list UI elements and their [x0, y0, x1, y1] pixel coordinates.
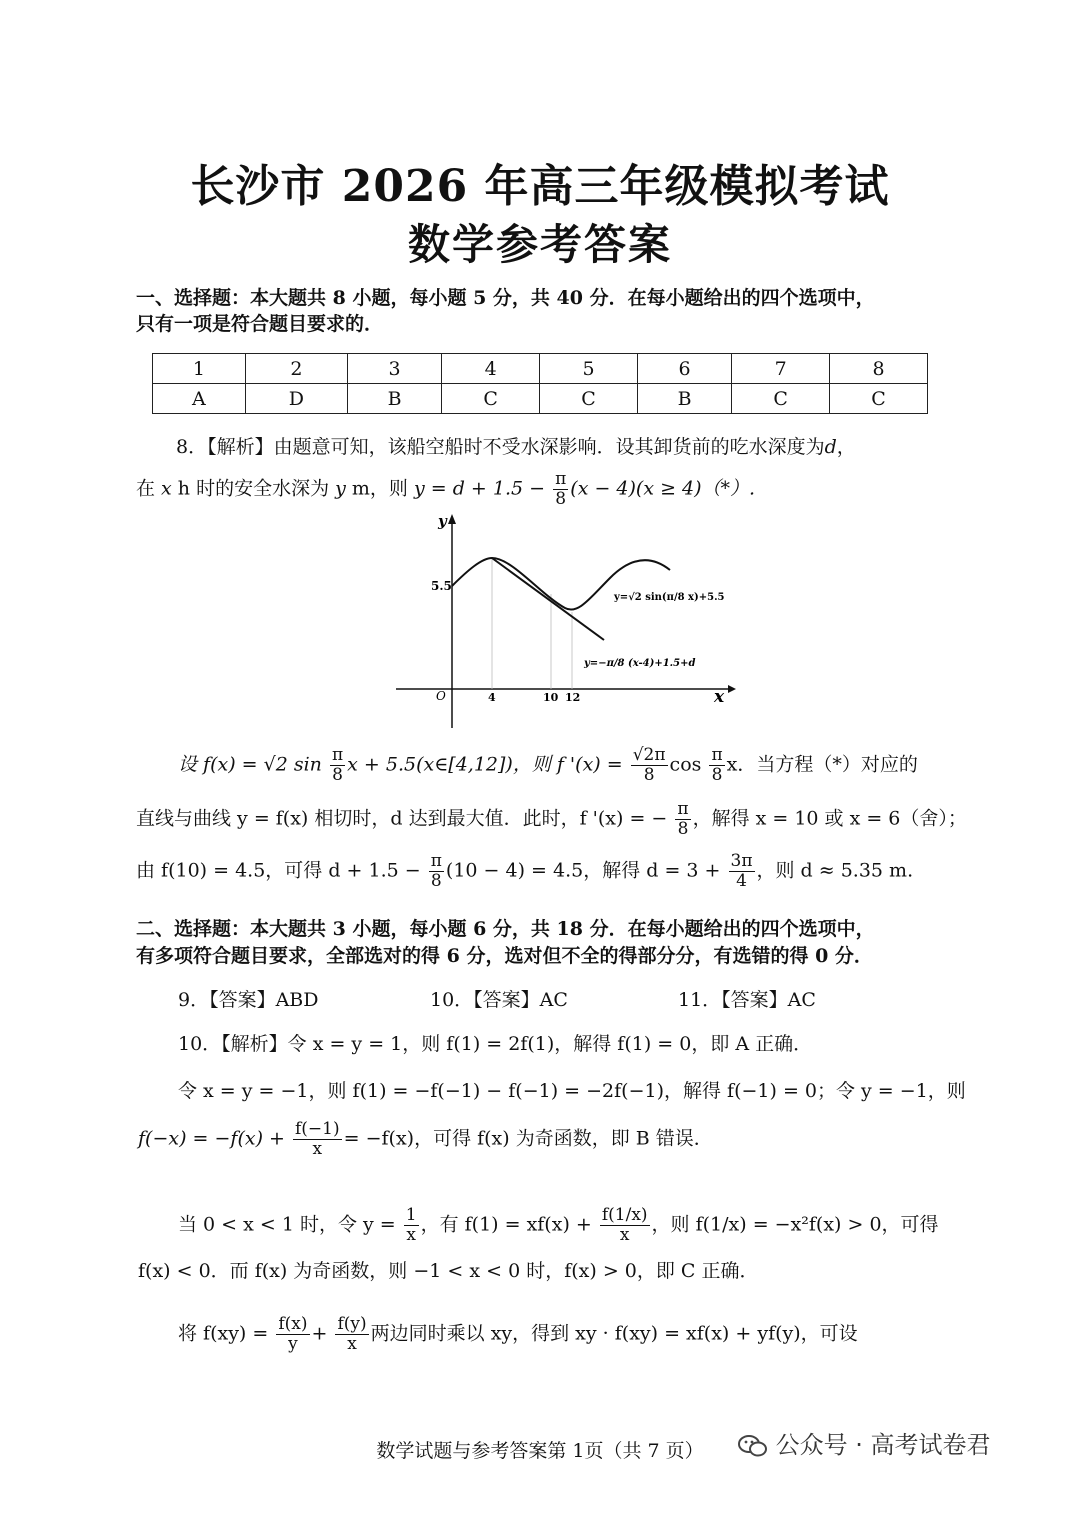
table-cell: 2 — [245, 354, 347, 384]
tangent-line — [492, 558, 604, 640]
q8-eq-left: y = d + 1.5 − — [413, 477, 546, 500]
q10-line5: f(x) < 0．而 f(x) 为奇函数，则 −1 < x < 0 时，f(x) > 0，即 C 正确． — [138, 1260, 759, 1282]
q10-line6-a: 将 f(xy) = — [178, 1322, 269, 1345]
fraction — [335, 1315, 368, 1354]
answer-table-answer-row — [153, 384, 928, 414]
x-tick-label: 4 — [488, 691, 496, 704]
page-title: 长沙市 2026 年高三年级模拟考试 — [190, 161, 890, 212]
section2-heading-line2: 有多项符合题目要求，全部选对的得 6 分，选对但不全的得部分分，有选错的得 0 分． — [136, 945, 873, 967]
q10-line4-a: 当 0 < x < 1 时，令 y = — [178, 1213, 396, 1236]
answer-10: 10．【答案】AC — [430, 989, 568, 1011]
fraction-numerator: π — [711, 745, 723, 765]
q8-line2-b: h 时的安全水深为 — [171, 477, 336, 500]
q8-line1 — [176, 432, 856, 462]
table-cell: B — [637, 384, 731, 414]
q10-line2: 令 x = y = −1，则 f(1) = −f(−1) − f(−1) = −2f(−1)，解得 f(−1) = 0；令 y = −1，则 — [178, 1080, 966, 1102]
fraction-denominator: x — [312, 1139, 323, 1159]
fraction-denominator: x — [347, 1334, 357, 1354]
q10-line3-a: f(−x) = −f(x) + — [138, 1127, 285, 1150]
table-cell: 1 — [153, 354, 246, 384]
q8-var-x: x — [161, 477, 172, 500]
q8-para4 — [136, 852, 913, 891]
fraction-denominator: y — [288, 1334, 298, 1354]
q8-para3 — [136, 800, 967, 839]
q10-line4-c: ，则 f(1/x) = −x²f(x) > 0，可得 — [651, 1213, 939, 1236]
x-axis-label: x — [714, 687, 725, 707]
fraction-denominator: 8 — [430, 871, 442, 891]
fraction-numerator: 1 — [405, 1205, 417, 1225]
fraction — [276, 1315, 309, 1354]
q8-para4-a: 由 f(10) = 4.5，可得 d + 1.5 − — [136, 859, 421, 882]
fraction-numerator: π — [430, 851, 442, 871]
q8-para4-b: (10 − 4) = 4.5，解得 d = 3 + — [445, 859, 721, 882]
y-axis-label: y — [438, 512, 447, 530]
q8-para2-b: x + 5.5(x∈[4,12])，则 f '(x) = — [347, 753, 623, 776]
x-tick-label: 10 — [543, 691, 559, 704]
fraction-denominator: 8 — [555, 489, 567, 509]
fraction-denominator: x — [619, 1225, 630, 1245]
fraction-denominator: 8 — [643, 765, 655, 785]
q8-line2-a: 在 — [136, 477, 162, 500]
section1-heading-line1: 一、选择题：本大题共 8 小题，每小题 5 分，共 40 分．在每小题给出的四个选项中， — [136, 287, 875, 309]
q8-line1-end: ， — [836, 436, 856, 458]
fraction — [709, 746, 724, 785]
q8-line2-c: m，则 — [345, 477, 414, 500]
q8-para2-d: x．当方程（*）对应的 — [726, 753, 918, 776]
y-axis-arrow — [448, 514, 456, 524]
fraction-numerator: π — [677, 799, 689, 819]
q8-para2-a: 设 f(x) = √2 sin — [178, 753, 322, 776]
table-cell: 8 — [830, 354, 928, 384]
answer-9: 9．【答案】ABD — [178, 989, 319, 1011]
fraction-numerator: f(1/x) — [601, 1205, 648, 1225]
wechat-icon — [738, 1434, 768, 1458]
x-axis-arrow — [728, 685, 736, 693]
q10-line4 — [178, 1206, 939, 1245]
q8-para2 — [178, 746, 918, 785]
q10-line4-b: ，有 f(1) = xf(x) + — [420, 1213, 592, 1236]
page-footer: 数学试题与参考答案第 1页（共 7 页） — [376, 1440, 704, 1462]
q8-para2-c: cos — [669, 753, 702, 776]
fraction-denominator: x — [406, 1225, 416, 1245]
fraction — [404, 1206, 419, 1245]
table-cell: 6 — [637, 354, 731, 384]
fraction — [631, 746, 668, 785]
answer-table — [152, 353, 928, 414]
fraction-numerator: 3π — [730, 851, 753, 871]
table-cell: 4 — [442, 354, 540, 384]
origin-label: O — [436, 689, 446, 703]
fraction — [429, 852, 444, 891]
table-cell: A — [153, 384, 246, 414]
fraction — [330, 746, 345, 785]
fraction-denominator: 8 — [677, 819, 689, 839]
q8-eq-right: (x − 4)(x ≥ 4)（*）. — [570, 477, 756, 500]
q10-line6 — [178, 1315, 858, 1354]
q10-line3-b: = −f(x)，可得 f(x) 为奇函数，即 B 错误． — [343, 1127, 713, 1150]
q8-label: 8．【解析】 — [176, 436, 274, 458]
watermark — [738, 1425, 991, 1460]
table-cell: 7 — [732, 354, 830, 384]
table-cell: C — [830, 384, 928, 414]
table-cell: 5 — [540, 354, 638, 384]
fraction-denominator: 8 — [711, 765, 723, 785]
table-cell: D — [245, 384, 347, 414]
q8-line2 — [136, 470, 755, 509]
line-label: y=−π/8 (x-4)+1.5+d — [584, 658, 696, 669]
fraction-numerator: f(x) — [278, 1314, 308, 1334]
table-cell: C — [732, 384, 830, 414]
fraction — [553, 470, 568, 509]
q8-para3-a: 直线与曲线 y = f(x) 相切时，d 达到最大值．此时，f '(x) = − — [136, 807, 668, 830]
fraction-numerator: π — [331, 745, 344, 765]
fraction-numerator: f(−1) — [295, 1119, 340, 1139]
x-tick-label: 12 — [565, 691, 581, 704]
section2-heading-line1: 二、选择题：本大题共 3 小题，每小题 6 分，共 18 分．在每小题给出的四个选项中， — [136, 918, 875, 940]
q8-para4-c: ，则 d ≈ 5.35 m. — [756, 859, 914, 882]
fraction-numerator: π — [555, 469, 567, 489]
fraction — [600, 1206, 650, 1245]
q8-var-y: y — [335, 477, 346, 500]
fraction-denominator: 8 — [332, 765, 343, 785]
table-cell: B — [347, 384, 441, 414]
curve-label: y=√2 sin(π/8 x)+5.5 — [614, 592, 725, 603]
q10-line1: 10．【解析】令 x = y = 1，则 f(1) = 2f(1)，解得 f(1) = 0，即 A 正确． — [178, 1033, 813, 1055]
table-cell: 3 — [347, 354, 441, 384]
fraction-denominator: 4 — [736, 871, 747, 891]
q10-line6-plus: + — [311, 1322, 328, 1345]
fraction-numerator: f(y) — [337, 1314, 367, 1334]
y-tick-label: 5.5 — [431, 579, 452, 593]
answer-table-header-row — [153, 354, 928, 384]
answer-11: 11．【答案】AC — [678, 989, 816, 1011]
q8-var-d: d — [824, 436, 837, 458]
page-subtitle: 数学参考答案 — [407, 220, 672, 269]
q8-text: 由题意可知，该船空船时不受水深影响．设其卸货前的吃水深度为 — [273, 436, 825, 458]
fraction — [729, 852, 755, 891]
watermark-text: 公众号 · 高考试卷君 — [775, 1431, 991, 1459]
q10-line3 — [138, 1120, 713, 1159]
q8-para3-b: ，解得 x = 10 或 x = 6（舍）； — [692, 807, 967, 830]
fraction — [675, 800, 690, 839]
section1-heading-line2: 只有一项是符合题目要求的． — [136, 313, 384, 335]
q8-graph — [390, 508, 740, 734]
table-cell: C — [442, 384, 540, 414]
fraction-numerator: √2π — [632, 745, 666, 765]
q10-line6-b: 两边同时乘以 xy，得到 xy · f(xy) = xf(x) + yf(y)，可设 — [370, 1322, 858, 1345]
table-cell: C — [540, 384, 638, 414]
fraction — [293, 1120, 342, 1159]
